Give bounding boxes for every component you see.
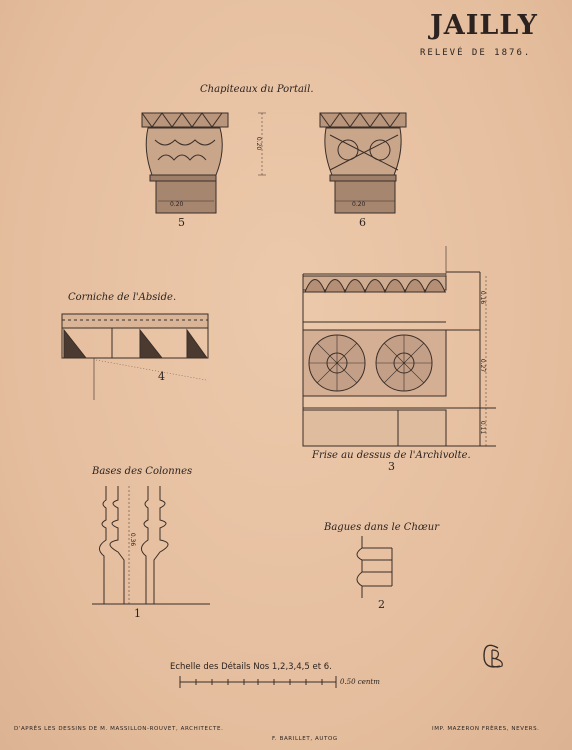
caption-frieze: Frise au dessus de l'Archivolte.	[312, 450, 471, 461]
caption-bases: Bases des Colonnes	[92, 466, 193, 477]
measurement-frieze-top: 0.16	[479, 290, 487, 305]
bases-1-drawing	[92, 486, 210, 604]
capital-6-drawing	[320, 113, 406, 213]
cornice-4-drawing	[62, 314, 208, 400]
plate-subtitle: RELEVÉ DE 1876.	[420, 48, 532, 58]
caption-capitals: Chapiteaux du Portail.	[200, 84, 314, 95]
measurement-frieze-middle: 0.27	[479, 358, 487, 373]
detail-number-1: 1	[134, 607, 141, 620]
caption-cornice: Corniche de l'Abside.	[68, 292, 177, 303]
plate-title: JAILLY	[430, 10, 538, 41]
detail-number-3: 3	[388, 460, 395, 473]
detail-number-4: 4	[158, 370, 165, 383]
measurement-5: 0.20	[170, 201, 184, 208]
capital-5-drawing	[142, 113, 266, 213]
scale-bar	[180, 676, 336, 688]
footer-center: F. BARILLET, AUTOG	[272, 736, 338, 742]
detail-number-2: 2	[378, 598, 385, 611]
measurement-frieze-bottom: 0.11	[479, 420, 487, 435]
frieze-3-drawing	[303, 246, 496, 446]
measurement-base-height: 0.36	[129, 532, 137, 547]
monogram-mark	[484, 645, 502, 667]
detail-number-5: 5	[178, 216, 185, 229]
ring-2-drawing	[357, 536, 392, 598]
measurement-6: 0.20	[352, 201, 366, 208]
footer-right: IMP. MAZERON FRÈRES, NEVERS.	[432, 726, 540, 732]
footer-left: D'APRÈS LES DESSINS DE M. MASSILLON-ROUVET, ARCHITECTE.	[14, 726, 224, 732]
measurement-capital-height: 0.20	[255, 136, 263, 151]
detail-number-6: 6	[359, 216, 366, 229]
scale-end-label: 0.50 centm	[340, 678, 380, 686]
caption-rings: Bagues dans le Chœur	[324, 522, 439, 533]
scale-label: Echelle des Détails Nos 1,2,3,4,5 et 6.	[170, 662, 332, 672]
